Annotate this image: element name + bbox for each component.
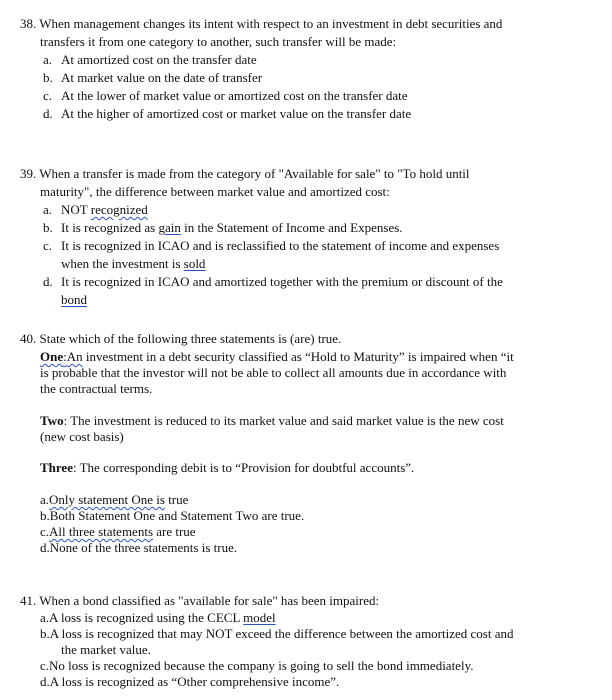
statement-one: One:An investment in a debt security classified as “Hold to Maturity” is impaired when “it is probable that the investor will not be able to collect all amounts due in accordance with the contractual terms. bbox=[40, 349, 514, 396]
question-41-option-a: a.A loss is recognized using the CECL model bbox=[40, 610, 276, 625]
question-39-option-d: d. It is recognized in ICAO and amortized together with the premium or discount of the bond bbox=[43, 274, 503, 307]
question-40-option-d: d.None of the three statements is true. bbox=[40, 540, 238, 555]
statement-three: Three: The corresponding debit is to “Provision for doubtful accounts”. bbox=[40, 460, 415, 475]
question-38-stem: 38. When management changes its intent with respect to an investment in debt securities and transfers it from one category to another, such transfer will be made: bbox=[20, 16, 503, 49]
question-40-option-b: b.Both Statement One and Statement Two are true. bbox=[40, 508, 305, 523]
question-38-option-b: b. At market value on the date of transfer bbox=[43, 70, 263, 85]
question-38-option-a: a. At amortized cost on the transfer date bbox=[43, 52, 257, 67]
question-38-option-d: d. At the higher of amortized cost or market value on the transfer date bbox=[43, 106, 412, 121]
question-40-option-c: c.All three statements are true bbox=[40, 524, 196, 539]
question-41-option-b: b.A loss is recognized that may NOT exceed the difference between the amortized cost and the market value. bbox=[40, 626, 514, 657]
statement-two: Two: The investment is reduced to its market value and said market value is the new cost (new cost basis) bbox=[40, 413, 504, 444]
question-40 bbox=[20, 330, 546, 556]
question-39 bbox=[20, 165, 546, 309]
question-41-option-d: d.A loss is recognized as “Other comprehensive income”. bbox=[40, 674, 340, 689]
question-41 bbox=[20, 592, 546, 690]
question-40-stem: 40. State which of the following three statements is (are) true. bbox=[20, 331, 342, 346]
question-39-option-a: a. NOT recognized bbox=[43, 202, 148, 217]
question-39-stem: 39. When a transfer is made from the category of "Available for sale" to "To hold until maturity", the difference between market value and amortized cost: bbox=[20, 166, 470, 199]
question-38-option-c: c. At the lower of market value or amortized cost on the transfer date bbox=[43, 88, 408, 103]
question-39-option-b: b. It is recognized as gain in the Statement of Income and Expenses. bbox=[43, 220, 403, 235]
question-41-option-c: c.No loss is recognized because the company is going to sell the bond immediately. bbox=[40, 658, 474, 673]
question-40-option-a: a.Only statement One is true bbox=[40, 492, 189, 507]
question-38 bbox=[20, 15, 546, 123]
question-41-stem: 41. When a bond classified as "available for sale" has been impaired: bbox=[20, 593, 380, 608]
question-39-option-c: c. It is recognized in ICAO and is reclassified to the statement of income and expenses when the investment is sold bbox=[43, 238, 500, 271]
